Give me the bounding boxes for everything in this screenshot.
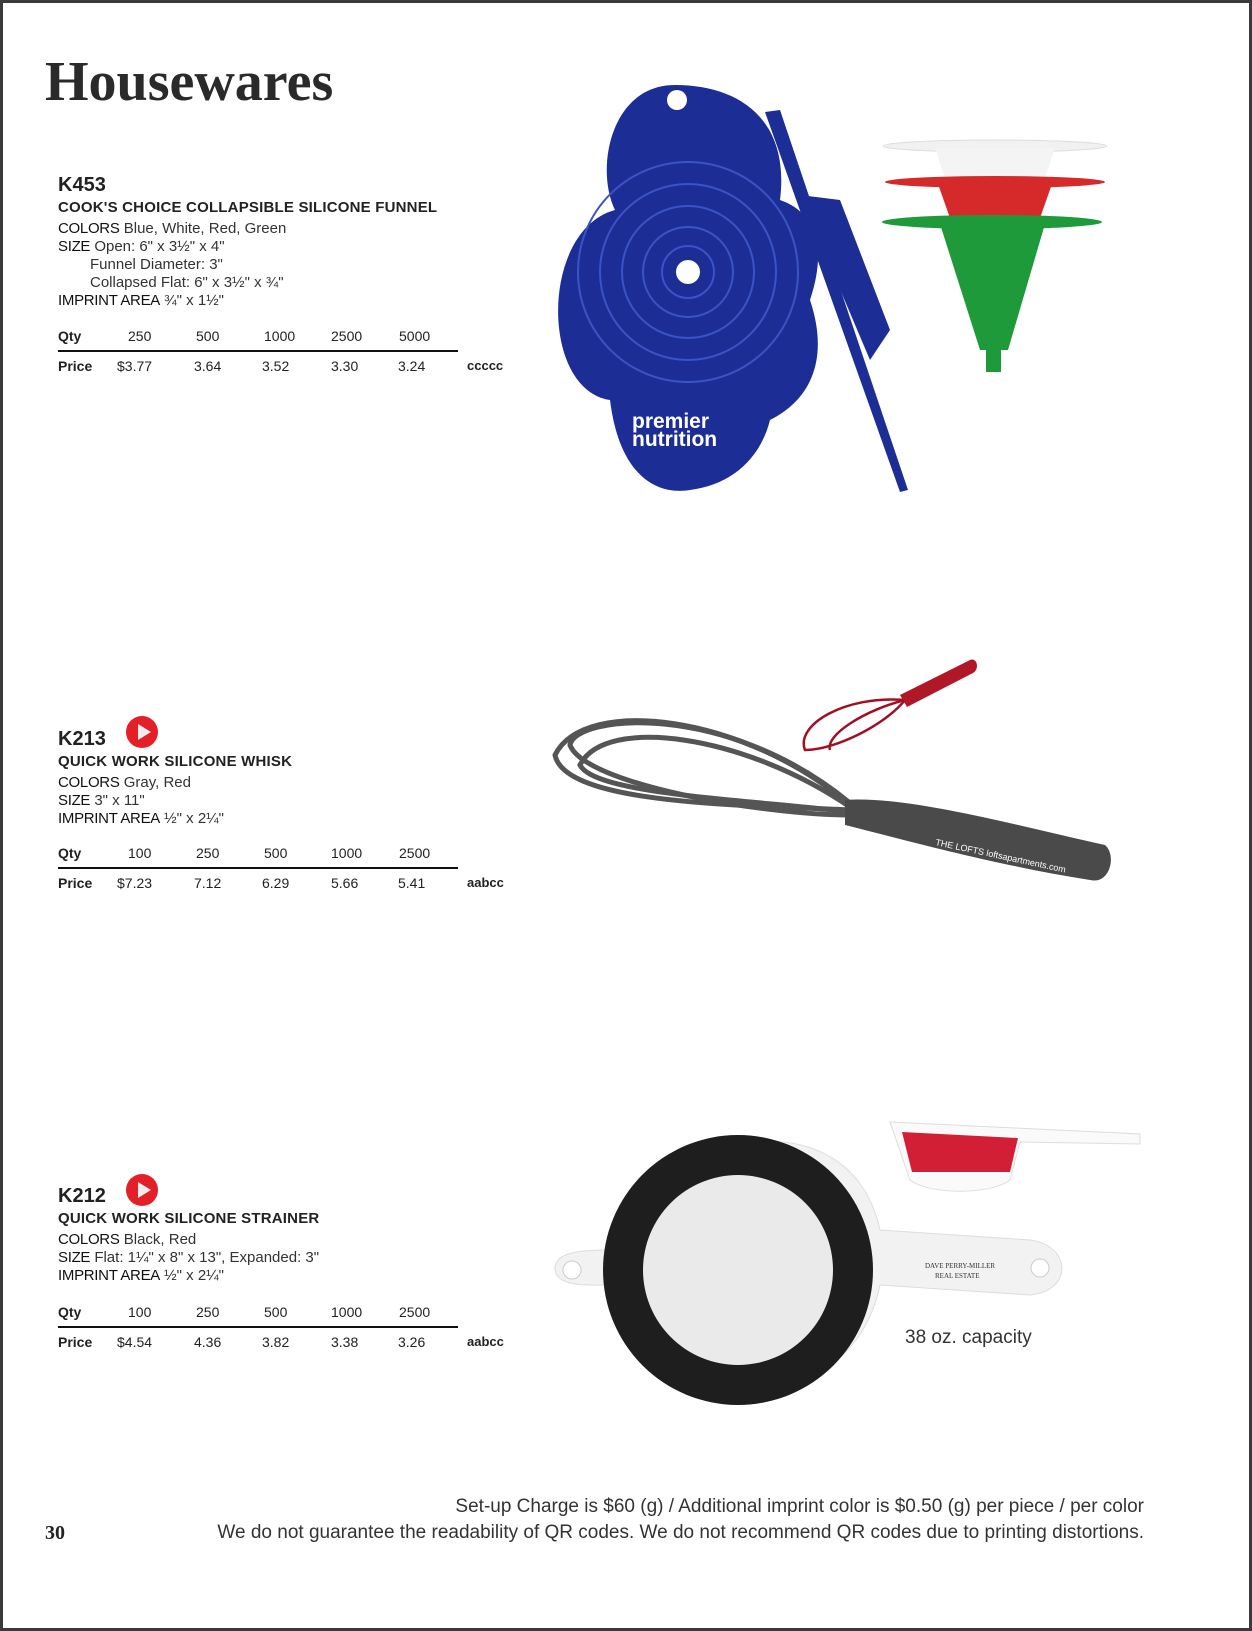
colors-label: COLORS xyxy=(58,774,120,791)
colors-label: COLORS xyxy=(58,220,120,237)
size-extra: Funnel Diameter: 3" xyxy=(90,256,223,273)
qty-cell: 250 xyxy=(196,1304,220,1320)
strainer-product-image xyxy=(550,1110,1150,1410)
size-value: Flat: 1¼" x 8" x 13", Expanded: 3" xyxy=(94,1249,320,1266)
price-cell: $4.54 xyxy=(117,1334,153,1350)
qty-cell: 2500 xyxy=(399,845,431,861)
price-cell: 3.52 xyxy=(262,358,290,374)
price-table xyxy=(58,845,504,893)
svg-text:DAVE PERRY-MILLER: DAVE PERRY-MILLER xyxy=(925,1262,996,1270)
imprint-label: IMPRINT AREA xyxy=(58,1267,160,1284)
price-table xyxy=(58,1304,504,1352)
table-rule xyxy=(58,350,458,352)
price-code: aabcc xyxy=(467,875,504,890)
svg-text:nutrition: nutrition xyxy=(632,428,718,451)
product-sku: K453 xyxy=(58,174,106,196)
price-cell: 4.36 xyxy=(194,1334,222,1350)
svg-text:THE LOFTS loftsapartments.com: THE LOFTS loftsapartments.com xyxy=(934,837,1067,875)
imprint-label: IMPRINT AREA xyxy=(58,810,160,827)
svg-text:REAL ESTATE: REAL ESTATE xyxy=(935,1272,980,1280)
product-k213 xyxy=(58,728,292,828)
price-cell: 5.66 xyxy=(331,875,359,891)
price-cell: 7.12 xyxy=(194,875,222,891)
qty-cell: 500 xyxy=(196,328,220,344)
qty-label: Qty xyxy=(58,328,82,344)
qty-cell: 100 xyxy=(128,845,152,861)
price-cell: 3.82 xyxy=(262,1334,290,1350)
price-code: aabcc xyxy=(467,1334,504,1349)
imprint-label: IMPRINT AREA xyxy=(58,292,160,309)
size-value: 3" x 11" xyxy=(94,792,145,809)
product-sku: K213 xyxy=(58,728,106,750)
product-k212 xyxy=(58,1185,319,1285)
size-value: Open: 6" x 3½" x 4" xyxy=(94,238,225,255)
qty-cell: 2500 xyxy=(399,1304,431,1320)
product-name: QUICK WORK SILICONE STRAINER xyxy=(58,1210,320,1227)
qty-cell: 1000 xyxy=(264,328,296,344)
qty-cell: 250 xyxy=(196,845,220,861)
table-rule xyxy=(58,1326,458,1328)
price-cell: 3.24 xyxy=(398,358,426,374)
price-table xyxy=(58,328,504,376)
capacity-caption: 38 oz. capacity xyxy=(905,1327,1032,1348)
product-sku: K212 xyxy=(58,1185,106,1207)
price-label: Price xyxy=(58,1334,93,1350)
product-k453 xyxy=(58,174,437,310)
colors-value: Gray, Red xyxy=(123,774,191,791)
table-rule xyxy=(58,867,458,869)
page-number: 30 xyxy=(45,1522,65,1544)
qty-cell: 1000 xyxy=(331,1304,363,1320)
svg-text:premier: premier xyxy=(632,410,710,433)
qty-cell: 2500 xyxy=(331,328,363,344)
size-extra: Collapsed Flat: 6" x 3½" x ¾" xyxy=(90,274,284,291)
price-cell: $3.77 xyxy=(117,358,153,374)
price-code: ccccc xyxy=(467,358,504,373)
colors-value: Blue, White, Red, Green xyxy=(123,220,287,237)
qty-cell: 100 xyxy=(128,1304,152,1320)
qty-label: Qty xyxy=(58,1304,82,1320)
size-label: SIZE xyxy=(58,792,91,809)
price-cell: $7.23 xyxy=(117,875,153,891)
product-name: COOK'S CHOICE COLLAPSIBLE SILICONE FUNNEL xyxy=(58,199,438,216)
price-label: Price xyxy=(58,875,93,891)
whisk-product-image xyxy=(545,655,1125,895)
price-cell: 3.26 xyxy=(398,1334,426,1350)
product-name: QUICK WORK SILICONE WHISK xyxy=(58,753,293,770)
funnel-product-image xyxy=(540,60,1120,500)
size-label: SIZE xyxy=(58,238,91,255)
size-label: SIZE xyxy=(58,1249,91,1266)
price-cell: 6.29 xyxy=(262,875,290,891)
imprint-value: ½" x 2¼" xyxy=(164,810,225,827)
imprint-value: ½" x 2¼" xyxy=(164,1267,225,1284)
price-cell: 3.38 xyxy=(331,1334,359,1350)
price-cell: 5.41 xyxy=(398,875,426,891)
qty-cell: 5000 xyxy=(399,328,431,344)
price-label: Price xyxy=(58,358,93,374)
footer-qr-disclaimer: We do not guarantee the readability of QR codes. We do not recommend QR codes due to printing distortions. xyxy=(217,1522,1144,1543)
imprint-value: ¾" x 1½" xyxy=(164,292,225,309)
qty-cell: 250 xyxy=(128,328,152,344)
page-title: Housewares xyxy=(45,51,334,113)
colors-label: COLORS xyxy=(58,1231,120,1248)
qty-label: Qty xyxy=(58,845,82,861)
price-cell: 3.30 xyxy=(331,358,359,374)
qty-cell: 500 xyxy=(264,845,288,861)
colors-value: Black, Red xyxy=(123,1231,197,1248)
qty-cell: 1000 xyxy=(331,845,363,861)
price-cell: 3.64 xyxy=(194,358,222,374)
qty-cell: 500 xyxy=(264,1304,288,1320)
footer-setup-charge: Set-up Charge is $60 (g) / Additional imprint color is $0.50 (g) per piece / per color xyxy=(455,1496,1144,1517)
